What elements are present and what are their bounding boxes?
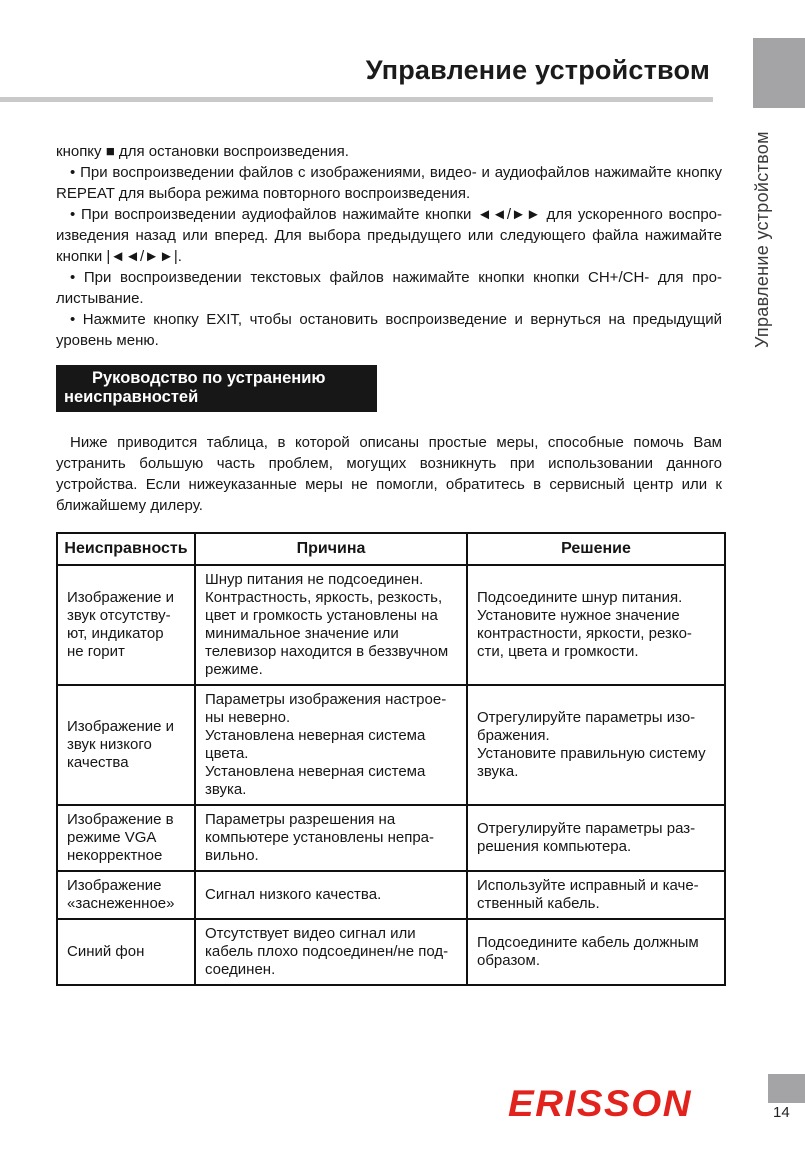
- table-header: [57, 533, 725, 565]
- sidebar-section-label: Управление устройством: [752, 131, 772, 348]
- solution-cell: [467, 805, 725, 871]
- table-row: [57, 685, 725, 805]
- cell-line: Отрегулируйте параметры разрешения компьютера.: [477, 820, 696, 855]
- problem-cell: Изображение в режиме VGA некорректное: [57, 805, 195, 871]
- problem-cell: Синий фон: [57, 919, 195, 985]
- paragraph: • При воспроизведении текстовых файлов нажимайте кнопки кнопки CH+/CH- для пролистывание.: [56, 269, 722, 307]
- cell-line: Отсутствует видео сигнал или кабель плохо подсоединен/не подсоединен.: [205, 925, 449, 978]
- cell-line: Подсоедините шнур питания.: [477, 589, 683, 606]
- solution-cell: [467, 871, 725, 919]
- paragraph: • При воспроизведении файлов с изображениями, видео- и аудиофайлов нажимайте кнопку REPEAT для выбора режима повторного воспроизведения.: [56, 164, 722, 202]
- cell-line: Установите правильную систему звука.: [477, 745, 706, 780]
- problem-cell: Изображение и звук низкого качества: [57, 685, 195, 805]
- brand-logo: ERISSON: [508, 1083, 693, 1124]
- solution-cell: [467, 565, 725, 685]
- header-rule: [0, 97, 713, 102]
- table-row: [57, 565, 725, 685]
- cause-cell: [195, 871, 467, 919]
- troubleshooting-intro: Ниже приводится таблица, в которой описаны простые меры, способные помочь Вам устранить большую часть проблем, могущих возникнуть при использовании данного устройства. Если нижеуказанные меры не помогли, обратитесь в сервисный центр или к ближайшему дилеру.: [56, 434, 722, 514]
- cell-line: Сигнал низкого качества.: [205, 886, 382, 903]
- table-row: [57, 919, 725, 985]
- cell-line: Установите нужное значение контрастности, яркости, резкости, цвета и громкости.: [477, 607, 692, 660]
- table-row: [57, 871, 725, 919]
- page-tab-bottom: [768, 1074, 805, 1103]
- cause-cell: [195, 565, 467, 685]
- cell-line: Подсоедините кабель должным образом.: [477, 934, 699, 969]
- cause-cell: [195, 805, 467, 871]
- paragraph: • При воспроизведении аудиофайлов нажимайте кнопки ◄◄/►► для ускоренного воспроизведения назад или вперед. Для выбора предыдущего или следующего файла нажимайте кнопки |◄◄/►►|.: [56, 206, 722, 265]
- solution-cell: [467, 919, 725, 985]
- page-title: Управление устройством: [365, 55, 710, 85]
- cell-line: Используйте исправный и качественный кабель.: [477, 877, 699, 912]
- section-heading: Руководство по устранению неисправностей: [56, 365, 377, 412]
- column-header-cause: Причина: [195, 533, 467, 565]
- cell-line: Контрастность, яркость, резкость, цвет и громкость установлены на минимальное значение или телевизор находится в беззвучном режиме.: [205, 589, 449, 678]
- paragraph: • Нажмите кнопку EXIT, чтобы остановить воспроизведение и вернуться на предыдущий уровень меню.: [56, 311, 722, 349]
- cell-line: Установлена неверная система звука.: [205, 763, 426, 798]
- section-tab-top: [753, 38, 805, 108]
- cell-line: Параметры изображения настроены неверно.: [205, 691, 447, 726]
- instructions: [56, 141, 722, 351]
- cause-cell: [195, 685, 467, 805]
- cell-line: Установлена неверная система цвета.: [205, 727, 426, 762]
- paragraph: кнопку ■ для остановки воспроизведения.: [56, 143, 349, 160]
- column-header-solution: Решение: [467, 533, 725, 565]
- column-header-problem: Неисправность: [57, 533, 195, 565]
- cell-line: Отрегулируйте параметры изображения.: [477, 709, 696, 744]
- page-number: 14: [773, 1104, 790, 1121]
- problem-cell: Изображение «заснеженное»: [57, 871, 195, 919]
- troubleshooting-table: [56, 532, 726, 986]
- solution-cell: [467, 685, 725, 805]
- cell-line: Шнур питания не подсоединен.: [205, 571, 424, 588]
- problem-cell: Изображение и звук отсутствуют, индикатор не горит: [57, 565, 195, 685]
- cause-cell: [195, 919, 467, 985]
- troubleshooting-table-body: [57, 565, 725, 985]
- table-row: [57, 805, 725, 871]
- cell-line: Параметры разрешения на компьютере установлены неправильно.: [205, 811, 435, 864]
